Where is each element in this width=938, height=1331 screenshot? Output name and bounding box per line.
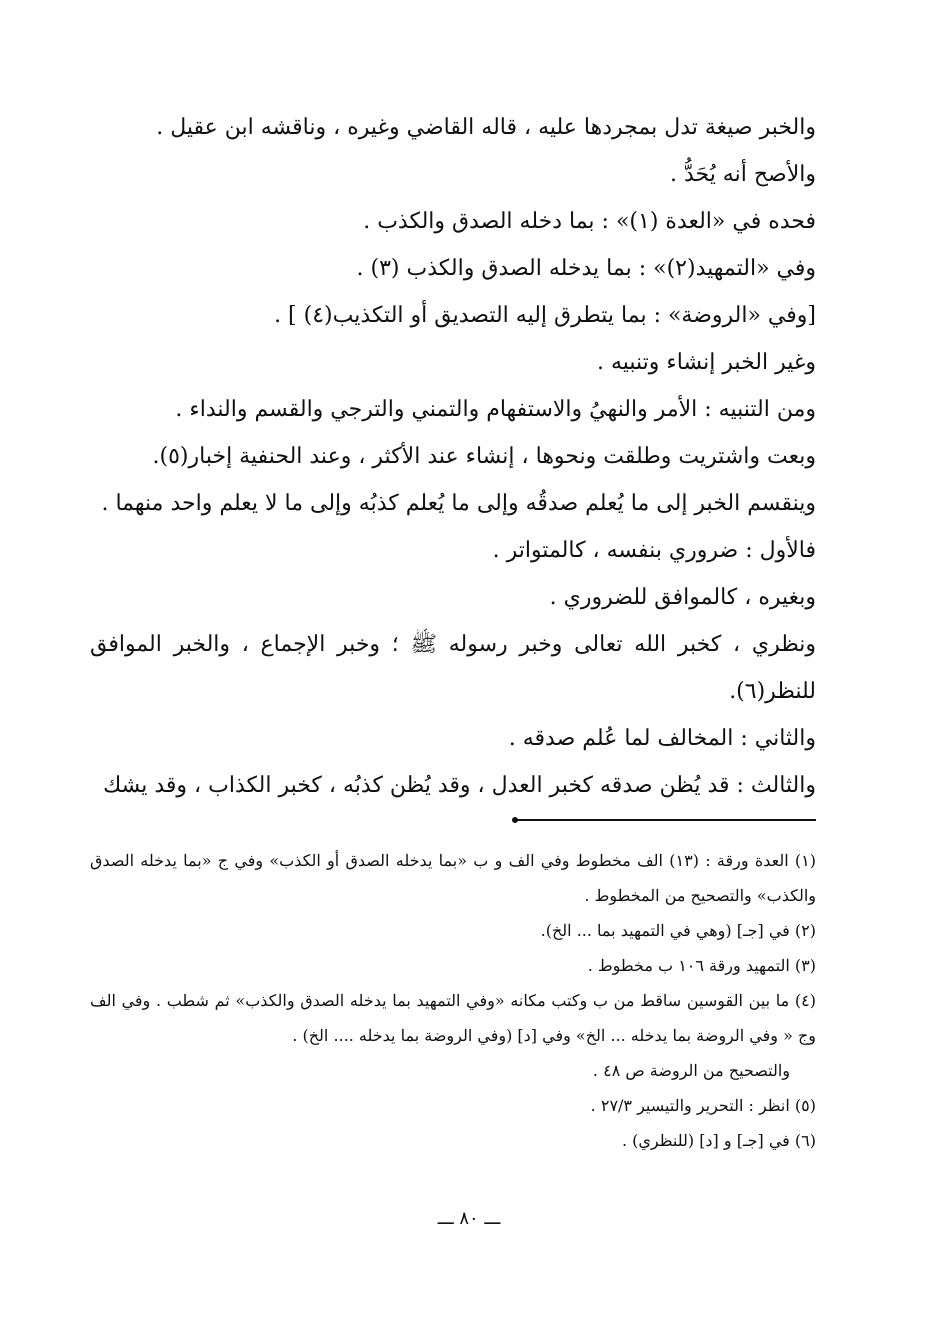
text-line: والخبر صيغة تدل بمجردها عليه ، قاله القاضي وغيره ، وناقشه ابن عقيل .: [156, 115, 816, 140]
text-line: والأصح أنه يُحَدُّ .: [669, 162, 816, 187]
text-line: وغير الخبر إنشاء وتنبيه .: [596, 350, 816, 375]
footnotes: [90, 843, 816, 1158]
page-number: ـــ ٨٠ ـــ: [437, 1208, 501, 1229]
footnote-continuation: والتصحيح من الروضة ص ٤٨ .: [592, 1061, 790, 1080]
text-line: وبعت واشتريت وطلقت ونحوها ، إنشاء عند الأكثر ، وعند الحنفية إخبار(٥).: [152, 444, 816, 469]
footnote: (٢) في [جـ] (وهي في التمهيد بما ... الخ).: [540, 921, 816, 940]
text-line: وفي «التمهيد(٢)» : بما يدخله الصدق والكذب (٣) .: [356, 256, 816, 281]
text-line: وينقسم الخبر إلى ما يُعلم صدقُه وإلى ما يُعلم كذبُه وإلى ما لا يعلم واحد منهما .: [101, 491, 816, 516]
footnote-separator: [516, 819, 816, 821]
page-content: [90, 104, 816, 1158]
footnote: (٣) التمهيد ورقة ١٠٦ ب مخطوط .: [587, 956, 816, 975]
main-text: [90, 104, 816, 809]
footnote: (٤) ما بين القوسين ساقط من ب وكتب مكانه «وفي التمهيد بما يدخله الصدق والكذب» ثم شطب . وفي الف وج « وفي الروضة بما يدخله ... الخ» وفي [د] (وفي الروضة بما يدخله .... الخ) .: [90, 991, 816, 1045]
text-line: [وفي «الروضة» : بما يتطرق إليه التصديق أو التكذيب(٤) ] .: [274, 303, 816, 328]
text-line: فالأول : ضروري بنفسه ، كالمتواتر .: [492, 538, 816, 563]
footnote: (١) العدة ورقة : (١٣) الف مخطوط وفي الف و ب «بما يدخله الصدق أو الكذب» وفي ج «بما يدخله الصدق والكذب» والتصحيح من المخطوط .: [90, 851, 816, 905]
text-line: ومن التنبيه : الأمر والنهيُ والاستفهام والتمني والترجي والقسم والنداء .: [175, 397, 816, 422]
footnote: (٥) انظر : التحرير والتيسير ٢٧/٣ .: [590, 1096, 816, 1115]
text-line: فحده في «العدة (١)» : بما دخله الصدق والكذب .: [363, 209, 816, 234]
text-line: والثالث : قد يُظن صدقه كخبر العدل ، وقد يُظن كذبُه ، كخبر الكذاب ، وقد يشك: [103, 773, 816, 798]
footnote: (٦) في [جـ] و [د] (للنظري) .: [621, 1131, 816, 1150]
text-line: وبغيره ، كالموافق للضروري .: [549, 585, 816, 610]
text-line: والثاني : المخالف لما عُلم صدقه .: [508, 726, 816, 751]
text-line: ونظري ، كخبر الله تعالى وخبر رسوله ﷺ ؛ وخبر الإجماع ، والخبر الموافق للنظر(٦).: [90, 632, 816, 704]
